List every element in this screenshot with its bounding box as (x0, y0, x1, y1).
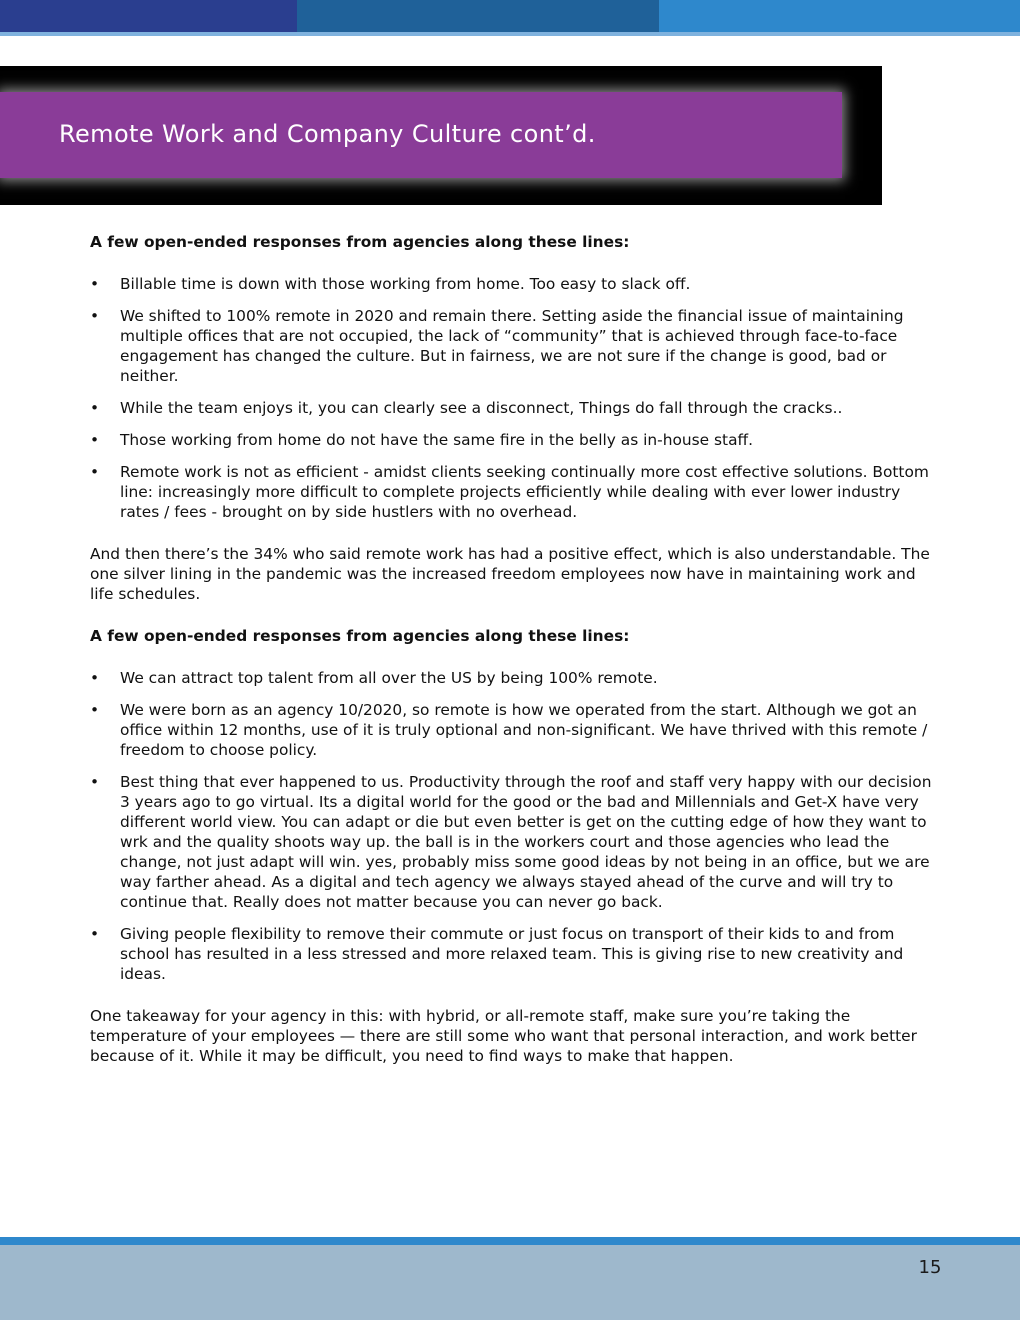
closing-paragraph: One takeaway for your agency in this: with hybrid, or all-remote staff, make sure you’re taking the temperature of your employees — there are still some who want that personal interaction, and work better because of it. While it may be difficult, you need to find ways to make that happen. (90, 1007, 917, 1065)
middle-paragraph: And then there’s the 34% who said remote work has had a positive effect, which is also understandable. The one silver lining in the pandemic was the increased freedom employees now have in maintaining work and life schedules. (90, 545, 930, 603)
list-item (90, 668, 940, 688)
list-item (90, 772, 940, 912)
section2-lead: A few open-ended responses from agencies along these lines: (90, 627, 630, 645)
list-item (90, 398, 940, 418)
page-number: 15 (918, 1257, 942, 1278)
list-item (90, 462, 940, 522)
list-item-text: Best thing that ever happened to us. Productivity through the roof and staff very happy with our decision 3 years ago to go virtual. Its a digital world for the good or the bad and Millennials and Get-X have very different world view. You can adapt or die but even better is get on the cutting edge of how they want to wrk and the quality shoots way up. the ball is in the workers court and those agencies who lead the change, not just adapt will win. yes, probably miss some good ideas by not being in an office, but we are way farther ahead. As a digital and tech agency we always stayed ahead of the curve and will try to continue that. Really does not matter because you can never go back. (120, 773, 932, 911)
bullet-icon: • (90, 925, 100, 943)
list-item-text: Giving people flexibility to remove their commute or just focus on transport of their kids to and from school has resulted in a less stressed and more relaxed team. This is giving rise to new creativity and ideas. (120, 925, 904, 983)
list-item-text: Remote work is not as efficient - amidst clients seeking continually more cost effective solutions. Bottom line: increasingly more difficult to complete projects efficiently while dealing with ever lower industry rates / fees - brought on by side hustlers with no overhead. (120, 463, 929, 521)
bullet-icon: • (90, 399, 100, 417)
bullet-icon: • (90, 463, 100, 481)
top-band-segment-dark (0, 0, 297, 32)
section1-bullet-list (90, 274, 940, 522)
bullet-icon: • (90, 773, 100, 791)
list-item (90, 700, 940, 760)
bullet-icon: • (90, 431, 100, 449)
list-item (90, 430, 940, 450)
main-content (90, 232, 940, 1066)
section1-lead: A few open-ended responses from agencies along these lines: (90, 233, 630, 251)
section2-bullet-list (90, 668, 940, 984)
page-title: Remote Work and Company Culture cont’d. (59, 120, 596, 148)
footer-band (0, 1245, 1020, 1320)
list-item-text: We can attract top talent from all over the US by being 100% remote. (120, 669, 658, 687)
bullet-icon: • (90, 307, 100, 325)
top-color-band (0, 0, 1020, 32)
list-item (90, 924, 940, 984)
list-item-text: While the team enjoys it, you can clearly see a disconnect, Things do fall through the cracks.. (120, 399, 843, 417)
list-item-text: Billable time is down with those working from home. Too easy to slack off. (120, 275, 691, 293)
list-item-text: Those working from home do not have the same fire in the belly as in-house staff. (120, 431, 754, 449)
list-item-text: We shifted to 100% remote in 2020 and remain there. Setting aside the financial issue of maintaining multiple offices that are not occupied, the lack of “community” that is achieved through face-to-face engagement has changed the culture. But in fairness, we are not sure if the change is good, bad or neither. (120, 307, 904, 385)
top-band-segment-mid (297, 0, 659, 32)
bullet-icon: • (90, 275, 100, 293)
top-band-segment-light (659, 0, 1020, 32)
list-item (90, 274, 940, 294)
list-item-text: We were born as an agency 10/2020, so remote is how we operated from the start. Although we got an office within 12 months, use of it is truly optional and non-significant. We have thrived with this remote / freedom to choose policy. (120, 701, 928, 759)
footer-rule (0, 1237, 1020, 1245)
list-item (90, 306, 940, 386)
bullet-icon: • (90, 669, 100, 687)
bullet-icon: • (90, 701, 100, 719)
top-rule (0, 32, 1020, 36)
